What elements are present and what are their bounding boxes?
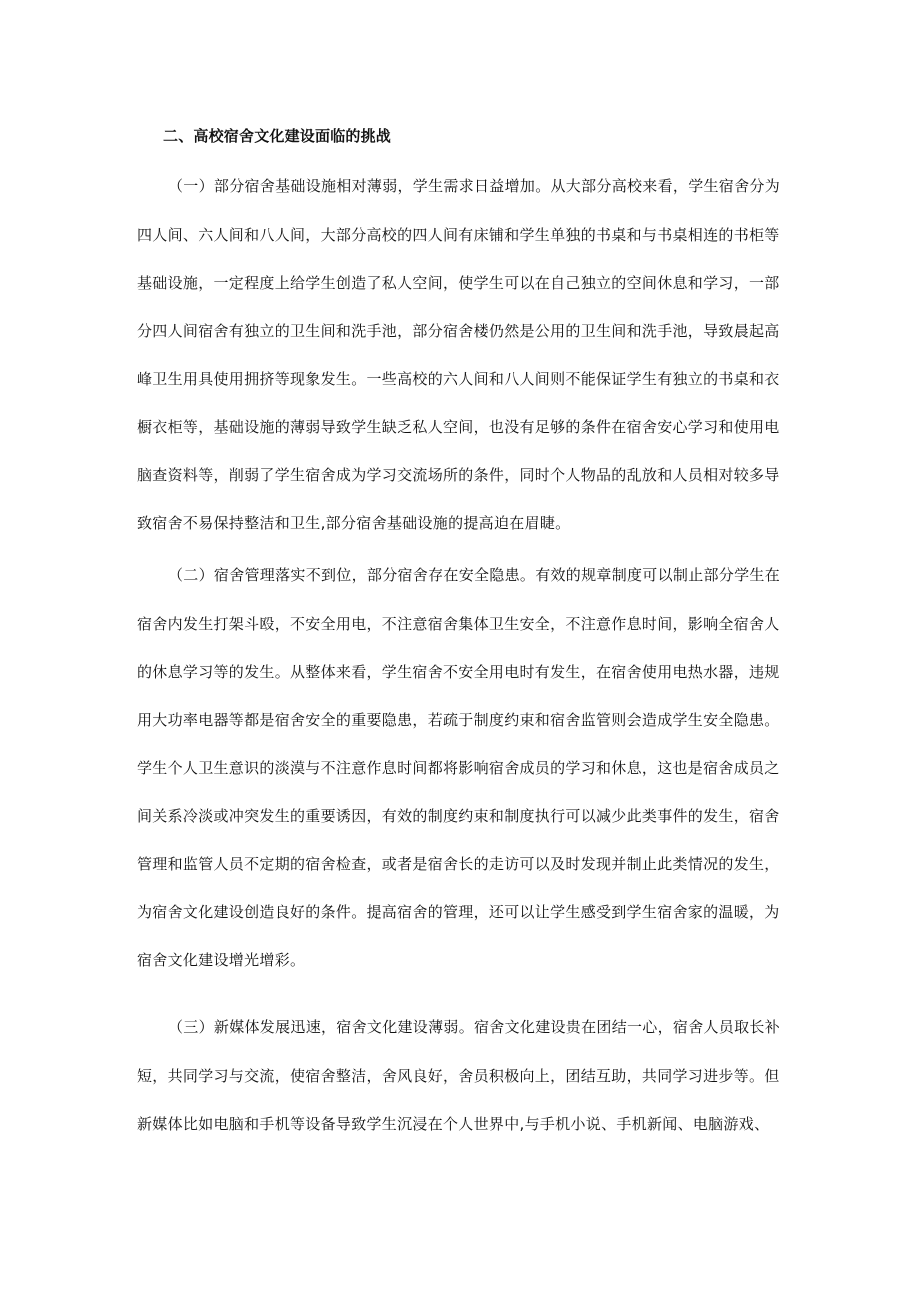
paragraph-line: 学生个人卫生意识的淡漠与不注意作息时间都将影响宿舍成员的学习和休息，这也是宿舍成员之: [137, 759, 780, 777]
paragraph-line: 管理和监管人员不定期的宿舍检查，或者是宿舍长的走访可以及时发现并制止此类情况的发生，: [137, 855, 780, 873]
paragraph-line: 橱衣柜等，基础设施的薄弱导致学生缺乏私人空间，也没有足够的条件在宿舍安心学习和使用电: [137, 418, 780, 436]
paragraph-line: 峰卫生用具使用拥挤等现象发生。一些高校的六人间和八人间则不能保证学生有独立的书桌和衣: [137, 370, 780, 388]
paragraph-line: 间关系冷淡或冲突发生的重要诱因，有效的制度约束和制度执行可以减少此类事件的发生，宿舍: [137, 807, 780, 825]
paragraph-line: 四人间、六人间和八人间，大部分高校的四人间有床铺和学生单独的书桌和与书桌相连的书柜等: [137, 226, 780, 244]
paragraph-line: 基础设施，一定程度上给学生创造了私人空间，使学生可以在自己独立的空间休息和学习，一部: [137, 274, 780, 292]
paragraph-line: （一）部分宿舍基础设施相对薄弱，学生需求日益增加。从大部分高校来看，学生宿舍分为: [168, 177, 781, 195]
paragraph-line: 宿舍内发生打架斗殴，不安全用电，不注意宿舍集体卫生安全，不注意作息时间，影响全宿舍人: [137, 615, 780, 633]
paragraph-line: 短，共同学习与交流，使宿舍整洁，舍风良好，舍员积极向上，团结互助，共同学习进步等。但: [137, 1067, 780, 1085]
paragraph-line: （三）新媒体发展迅速，宿舍文化建设薄弱。宿舍文化建设贵在团结一心，宿舍人员取长补: [168, 1018, 781, 1036]
section-heading: 二、高校宿舍文化建设面临的挑战: [163, 127, 392, 145]
paragraph-line: 新媒体比如电脑和手机等设备导致学生沉浸在个人世界中,与手机小说、手机新闻、电脑游戏、: [137, 1115, 770, 1133]
paragraph-line: 分四人间宿舍有独立的卫生间和洗手池，部分宿舍楼仍然是公用的卫生间和洗手池，导致晨起高: [137, 322, 780, 340]
paragraph-line: 宿舍文化建设增光增彩。: [137, 951, 306, 969]
paragraph-line: 致宿舍不易保持整洁和卫生,部分宿舍基础设施的提高迫在眉睫。: [137, 514, 571, 532]
paragraph-line: 用大功率电器等都是宿舍安全的重要隐患，若疏于制度约束和宿舍监管则会造成学生安全隐患。: [137, 711, 780, 729]
paragraph-line: 的休息学习等的发生。从整体来看，学生宿舍不安全用电时有发生，在宿舍使用电热水器，违规: [137, 663, 780, 681]
paragraph-line: 脑查资料等，削弱了学生宿舍成为学习交流场所的条件，同时个人物品的乱放和人员相对较多导: [137, 466, 780, 484]
paragraph-line: 为宿舍文化建设创造良好的条件。提高宿舍的管理，还可以让学生感受到学生宿舍家的温暖，为: [137, 903, 780, 921]
paragraph-line: （二）宿舍管理落实不到位，部分宿舍存在安全隐患。有效的规章制度可以制止部分学生在: [168, 566, 781, 584]
